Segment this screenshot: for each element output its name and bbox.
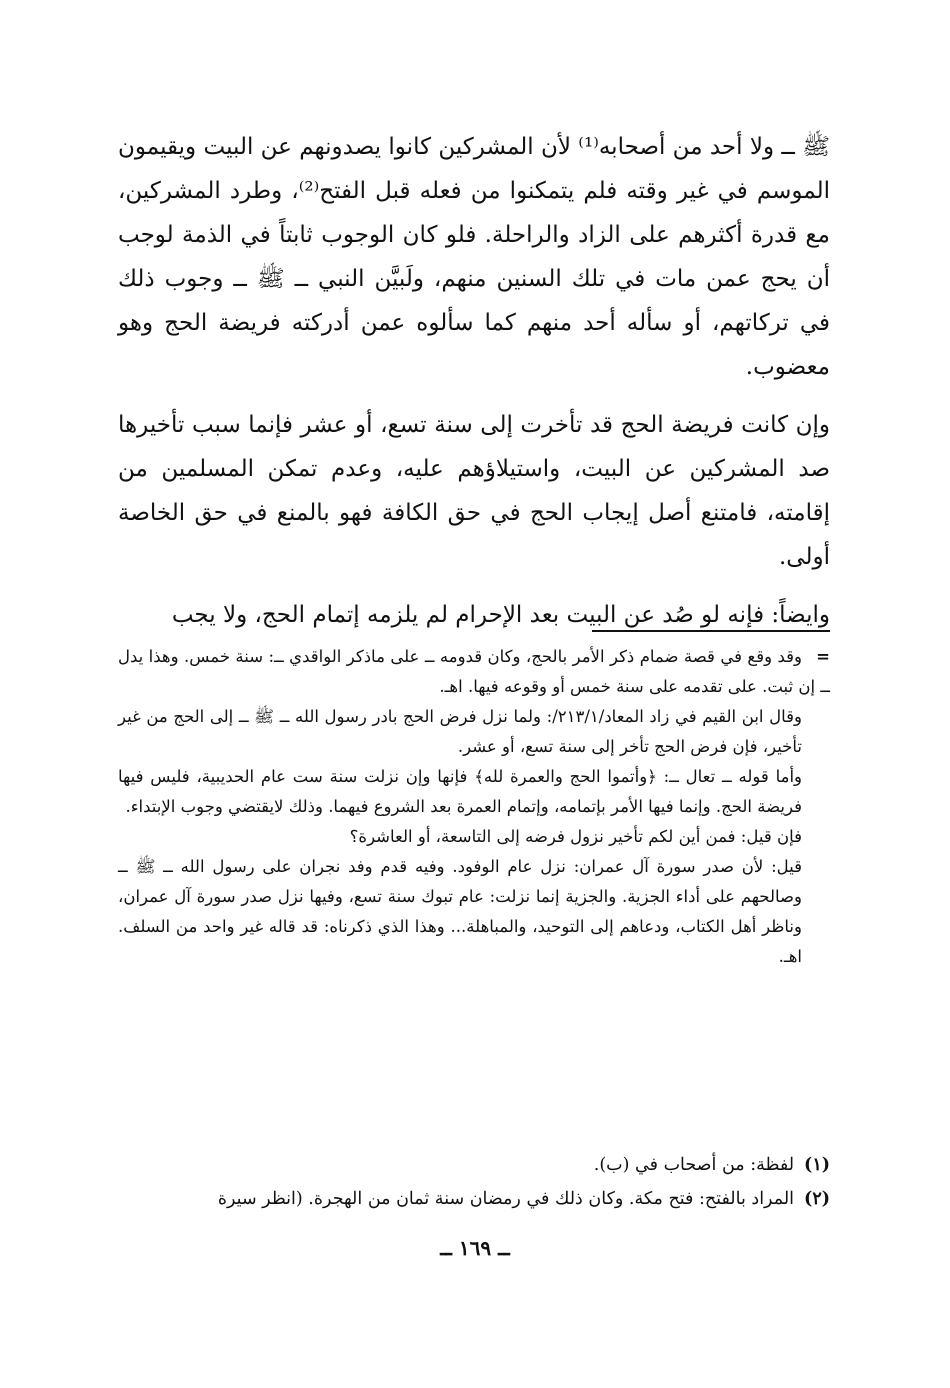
commentary-line-1 — [118, 642, 830, 702]
footnote-number: (٢) — [804, 1189, 830, 1209]
commentary-text-1: وقد وقع في قصة ضمام ذكر الأمر بالحج، وكان قدومه ــ على ماذكر الواقدي ــ: سنة خمس. وهذا يدل ــ إن ثبت. على تقدمه على سنة خمس أو وقوعه فيها. اهـ. — [118, 647, 830, 696]
footnote-text: المراد بالفتح: فتح مكة. وكان ذلك في رمضان سنة ثمان من الهجرة. (انظر سيرة — [217, 1189, 795, 1209]
continuation-marker: = — [816, 647, 830, 666]
footnote-divider — [592, 630, 830, 632]
continued-commentary — [118, 642, 830, 972]
main-text-body — [118, 125, 830, 637]
footnote-text: لفظة: من أصحاب في (ب). — [593, 1155, 795, 1175]
footnotes — [118, 1148, 830, 1216]
main-paragraph-1: ﷺ ــ ولا أحد من أصحابه⁽¹⁾ لأن المشركين كانوا يصدونهم عن البيت ويقيمون الموسم في غير وقته فلم يتمكنوا من فعله قبل الفتح⁽²⁾، وطرد المشركين، مع قدرة أكثرهم على الزاد والراحلة. فلو كان الوجوب ثابتاً في الذمة لوجب أن يحج عمن مات في تلك السنين منهم، ولَبيَّن النبي ــ ﷺ ــ وجوب ذلك في تركاتهم، أو سأله أحد منهم كما سألوه عمن أدركته فريضة الحج وهو معضوب. — [118, 134, 831, 380]
footnote-1 — [118, 1148, 830, 1182]
main-paragraph-2: وإن كانت فريضة الحج قد تأخرت إلى سنة تسع، أو عشر فإنما سبب تأخيرها صد المشركين عن البيت، واستيلاؤهم عليه، وعدم تمكن المسلمين من إقامته، فامتنع أصل إيجاب الحج في حق الكافة فهو بالمنع في حق الخاصة أولى. — [118, 412, 830, 570]
commentary-line-2: وقال ابن القيم في زاد المعاد/٢١٣/١/: ولما نزل فرض الحج بادر رسول الله ــ ﷺ ــ إلى الحج من غير تأخير، فإن فرض الحج تأخر إلى سنة تسع، أو عشر. — [118, 707, 802, 756]
main-paragraph-3: وايضاً: فإنه لو صُد عن البيت بعد الإحرام لم يلزمه إتمام الحج، ولا يجب — [171, 602, 830, 628]
commentary-line-4: فإن قيل: فمن أين لكم تأخير نزول فرضه إلى التاسعة، أو العاشرة؟ — [349, 827, 802, 846]
commentary-line-3: وأما قوله ــ تعال ــ: ﴿وأتموا الحج والعمرة لله﴾ فإنها وإن نزلت سنة ست عام الحديبية، فليس فيها فريضة الحج. وإنما فيها الأمر بإتمامه، وإتمام العمرة بعد الشروع فيهما. وذلك لايقتضي وجوب الإبتداء. — [118, 767, 802, 816]
commentary-line-5: قيل: لأن صدر سورة آل عمران: نزل عام الوفود. وفيه قدم وفد نجران على رسول الله ــ ﷺ ــ وصالحهم على أداء الجزية. والجزية إنما نزلت: عام تبوك سنة تسع، وفيها نزل صدر سورة آل عمران، وناظر أهل الكتاب، ودعاهم إلى التوحيد، والمباهلة... وهذا الذي ذكرناه: قد قاله غير واحد من السلف. اهـ. — [118, 857, 802, 966]
page-number: ــ ١٦٩ ــ — [440, 1236, 510, 1260]
footnote-2 — [118, 1182, 830, 1216]
footnote-number: (١) — [804, 1155, 830, 1175]
